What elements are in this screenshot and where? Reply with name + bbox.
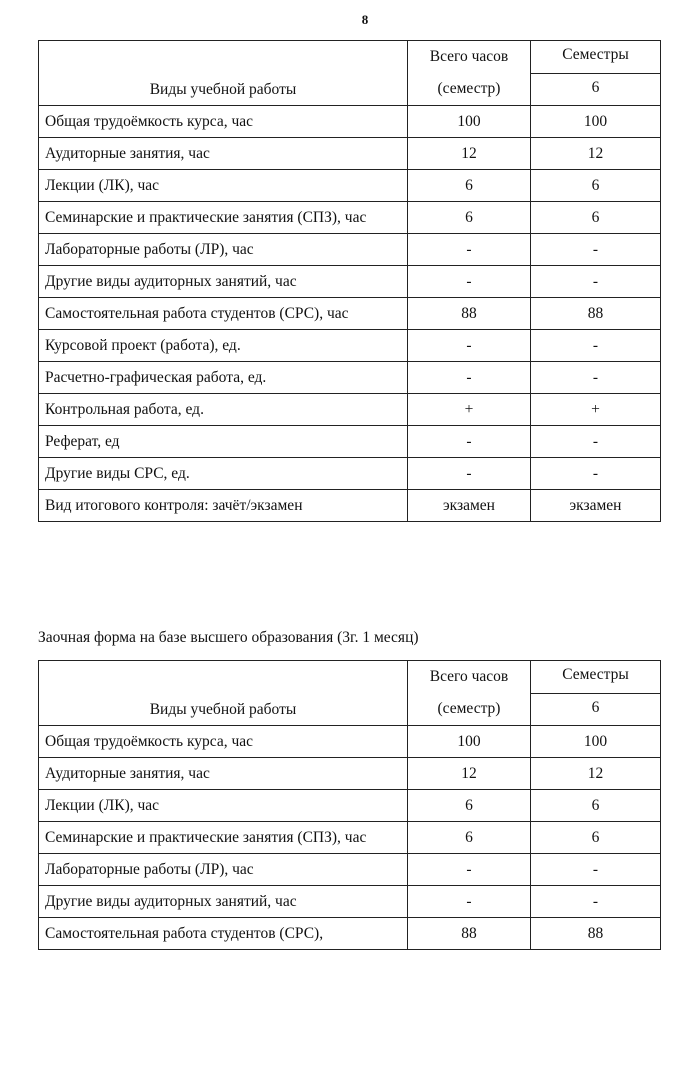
table-row [39, 170, 661, 202]
table-row [39, 266, 661, 298]
column-header-semesters: Семестры [531, 41, 661, 74]
semester-hours-cell: - [531, 426, 661, 458]
table-row [39, 138, 661, 170]
semester-hours-cell: - [531, 234, 661, 266]
table-row [39, 234, 661, 266]
semester-hours-cell: - [531, 886, 661, 918]
total-hours-cell: 88 [408, 918, 531, 950]
table-row [39, 726, 661, 758]
column-header-work-type: Виды учебной работы [39, 41, 408, 106]
row-label: Лабораторные работы (ЛР), час [39, 234, 408, 266]
total-hours-cell: 88 [408, 298, 531, 330]
table-row [39, 822, 661, 854]
total-hours-sublabel: (семестр) [437, 80, 501, 97]
study-hours-table-distance [38, 660, 661, 950]
page-number: 8 [361, 12, 369, 27]
table-row [39, 426, 661, 458]
total-hours-cell: - [408, 330, 531, 362]
semester-hours-cell: 6 [531, 790, 661, 822]
semester-hours-cell: 6 [531, 822, 661, 854]
column-header-total-hours [408, 661, 531, 726]
row-label: Другие виды СРС, ед. [39, 458, 408, 490]
semester-hours-cell: - [531, 458, 661, 490]
semester-hours-cell: экзамен [531, 490, 661, 522]
row-label: Семинарские и практические занятия (СПЗ), час [39, 822, 408, 854]
row-label: Вид итогового контроля: зачёт/экзамен [39, 490, 408, 522]
total-hours-cell: - [408, 886, 531, 918]
semester-hours-cell: 6 [531, 170, 661, 202]
total-hours-label: Всего часов [429, 48, 509, 65]
total-hours-sublabel: (семестр) [437, 700, 501, 717]
row-label: Расчетно-графическая работа, ед. [39, 362, 408, 394]
table-row [39, 790, 661, 822]
table-row [39, 106, 661, 138]
total-hours-cell: 100 [408, 106, 531, 138]
row-label: Семинарские и практические занятия (СПЗ), час [39, 202, 408, 234]
semester-hours-cell: 6 [531, 202, 661, 234]
table-row [39, 854, 661, 886]
study-hours-table-full-time [38, 40, 661, 522]
total-hours-cell: + [408, 394, 531, 426]
row-label: Самостоятельная работа студентов (СРС), [39, 918, 408, 950]
total-hours-cell: - [408, 234, 531, 266]
total-hours-cell: 6 [408, 822, 531, 854]
total-hours-cell: - [408, 854, 531, 886]
table-row [39, 918, 661, 950]
semester-hours-cell: 12 [531, 138, 661, 170]
column-header-work-type: Виды учебной работы [39, 661, 408, 726]
semester-hours-cell: 100 [531, 106, 661, 138]
row-label: Другие виды аудиторных занятий, час [39, 886, 408, 918]
total-hours-cell: - [408, 266, 531, 298]
table-row [39, 758, 661, 790]
table-body [39, 726, 661, 950]
table-row [39, 202, 661, 234]
table-body [39, 106, 661, 522]
table-row [39, 458, 661, 490]
row-label: Общая трудоёмкость курса, час [39, 726, 408, 758]
semester-hours-cell: - [531, 362, 661, 394]
row-label: Другие виды аудиторных занятий, час [39, 266, 408, 298]
total-hours-cell: 100 [408, 726, 531, 758]
section-caption: Заочная форма на базе высшего образования (3г. 1 месяц) [38, 629, 419, 646]
row-label: Лабораторные работы (ЛР), час [39, 854, 408, 886]
total-hours-cell: - [408, 458, 531, 490]
column-header-total-hours [408, 41, 531, 106]
total-hours-cell: - [408, 362, 531, 394]
row-label: Лекции (ЛК), час [39, 790, 408, 822]
row-label: Контрольная работа, ед. [39, 394, 408, 426]
row-label: Аудиторные занятия, час [39, 758, 408, 790]
row-label: Реферат, ед [39, 426, 408, 458]
row-label: Аудиторные занятия, час [39, 138, 408, 170]
semester-number: 6 [531, 693, 661, 726]
semester-hours-cell: 100 [531, 726, 661, 758]
semester-hours-cell: - [531, 854, 661, 886]
total-hours-cell: 6 [408, 790, 531, 822]
row-label: Лекции (ЛК), час [39, 170, 408, 202]
table-row [39, 490, 661, 522]
table-row [39, 886, 661, 918]
semester-hours-cell: + [531, 394, 661, 426]
semester-hours-cell: 12 [531, 758, 661, 790]
row-label: Самостоятельная работа студентов (СРС), час [39, 298, 408, 330]
table-row [39, 298, 661, 330]
row-label: Курсовой проект (работа), ед. [39, 330, 408, 362]
row-label: Общая трудоёмкость курса, час [39, 106, 408, 138]
semester-hours-cell: - [531, 330, 661, 362]
total-hours-label: Всего часов [429, 668, 509, 685]
column-header-semesters: Семестры [531, 661, 661, 694]
table-row [39, 330, 661, 362]
semester-hours-cell: - [531, 266, 661, 298]
total-hours-cell: экзамен [408, 490, 531, 522]
table-row [39, 362, 661, 394]
semester-number: 6 [531, 73, 661, 106]
semester-hours-cell: 88 [531, 918, 661, 950]
total-hours-cell: 12 [408, 138, 531, 170]
total-hours-cell: - [408, 426, 531, 458]
total-hours-cell: 12 [408, 758, 531, 790]
total-hours-cell: 6 [408, 170, 531, 202]
total-hours-cell: 6 [408, 202, 531, 234]
table-row [39, 394, 661, 426]
semester-hours-cell: 88 [531, 298, 661, 330]
